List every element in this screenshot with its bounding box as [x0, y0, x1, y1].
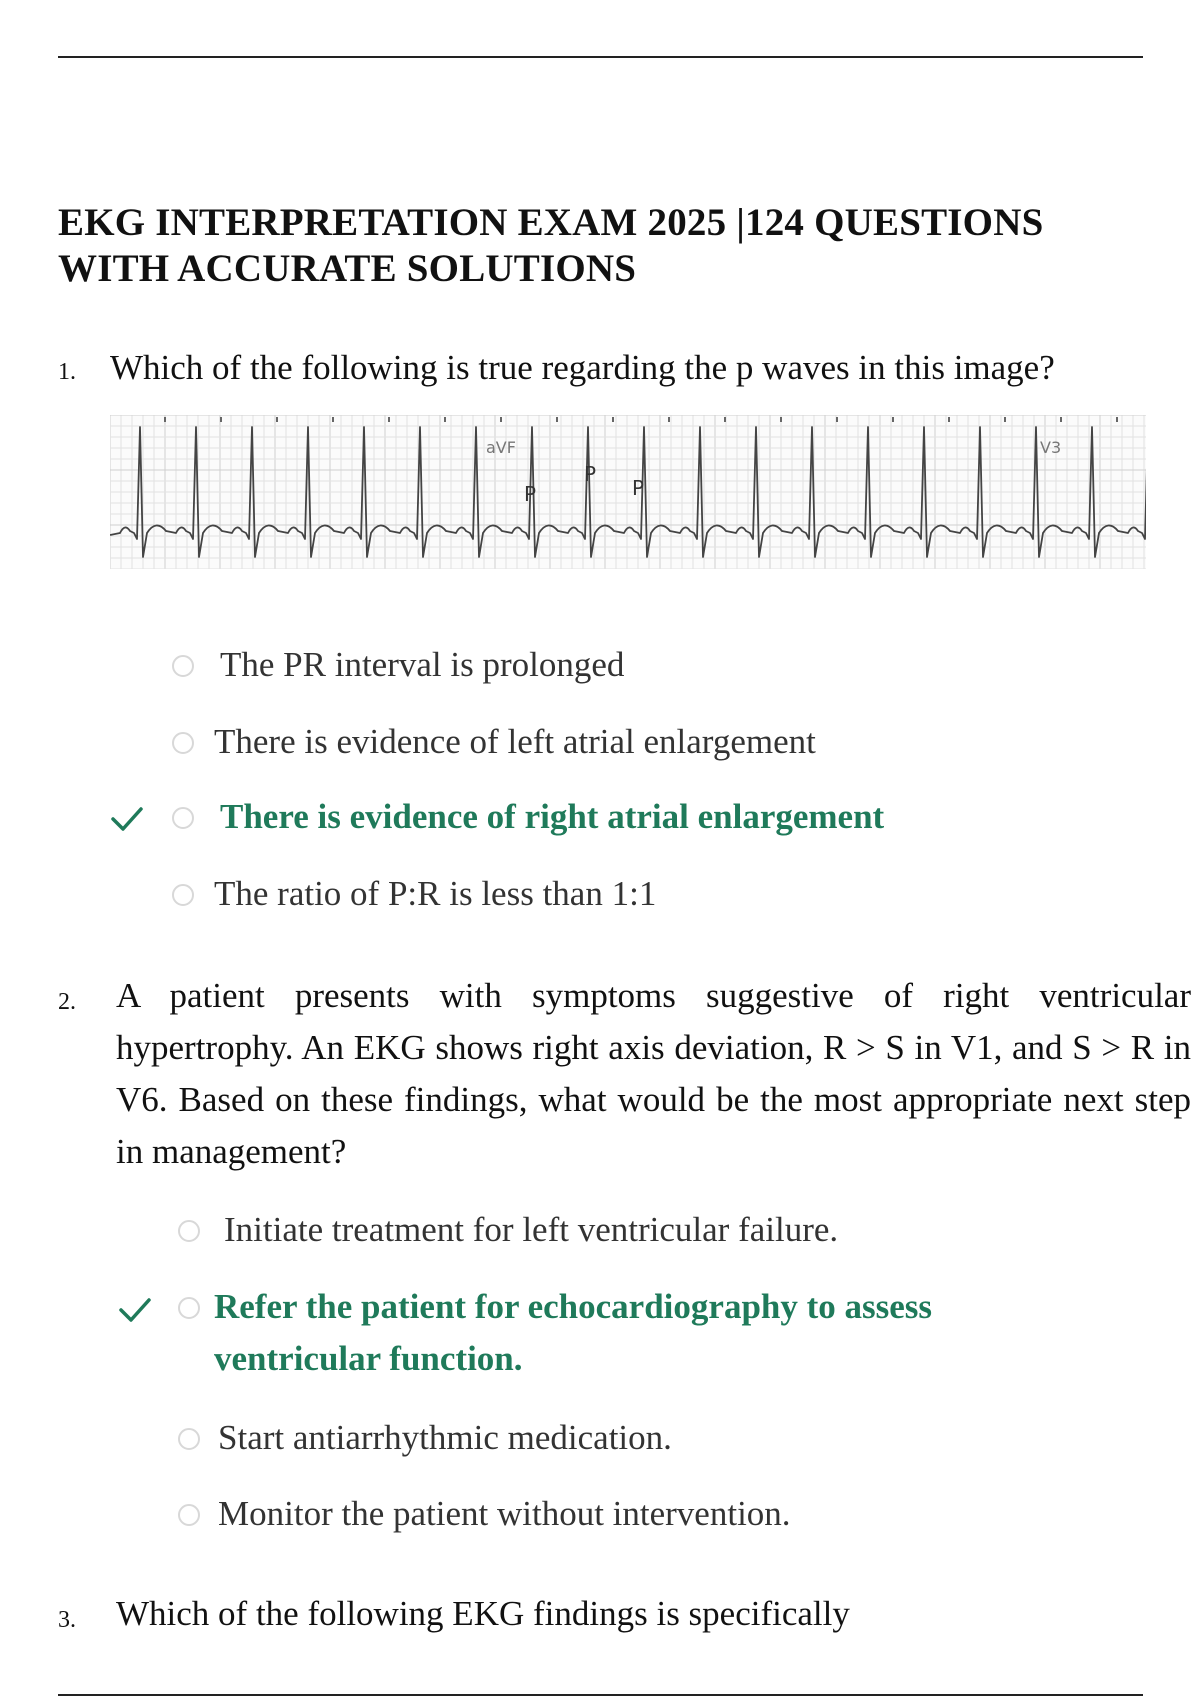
radio-circle-icon[interactable] — [178, 1504, 200, 1526]
question-text: A patient presents with symptoms suggestive of right ventricular hypertrophy. An EKG shows right axis deviation, R > S in V1, and S > R in V6. Based on these findings, what would be the most appropriate next step in management? — [116, 976, 1191, 1171]
check-icon — [118, 1295, 152, 1325]
option-label: The PR interval is prolonged — [220, 645, 625, 684]
title-line-1: EKG INTERPRETATION EXAM 2025 |124 QUESTIONS — [58, 201, 1044, 244]
title-line-2: WITH ACCURATE SOLUTIONS — [58, 247, 637, 290]
p-wave-label-1: P — [524, 482, 537, 506]
radio-circle-icon[interactable] — [172, 807, 194, 829]
lead-label-avf: aVF — [486, 438, 516, 457]
option-label: There is evidence of right atrial enlargement — [220, 797, 885, 836]
ekg-grid — [110, 415, 1146, 569]
ekg-strip-image — [110, 415, 1146, 569]
option-label: The ratio of P:R is less than 1:1 — [214, 874, 657, 913]
question-number: 3. — [58, 1607, 76, 1633]
question-number: 1. — [58, 359, 76, 385]
check-icon — [110, 804, 144, 834]
radio-circle-icon[interactable] — [172, 655, 194, 677]
option-label: Initiate treatment for left ventricular failure. — [224, 1210, 839, 1249]
option-label-line-2: ventricular function. — [214, 1339, 523, 1378]
radio-circle-icon[interactable] — [172, 884, 194, 906]
header-rule — [58, 56, 1143, 58]
radio-circle-icon[interactable] — [178, 1220, 200, 1242]
p-wave-label-2: P — [584, 462, 597, 486]
p-wave-label-3: P — [632, 476, 645, 500]
radio-circle-icon[interactable] — [178, 1297, 200, 1319]
question-text: Which of the following is true regarding the p waves in this image? — [110, 348, 1055, 387]
option-label: There is evidence of left atrial enlargement — [214, 722, 816, 761]
question-text: Which of the following EKG findings is specifically — [116, 1594, 850, 1633]
option-label-line-1: Refer the patient for echocardiography to assess — [214, 1287, 933, 1326]
document-title — [58, 200, 1148, 292]
option-label: Start antiarrhythmic medication. — [218, 1418, 672, 1457]
option-label: Monitor the patient without intervention. — [218, 1494, 791, 1533]
lead-label-v3: V3 — [1040, 438, 1062, 457]
question-number: 2. — [58, 989, 76, 1015]
radio-circle-icon[interactable] — [178, 1428, 200, 1450]
footer-rule — [58, 1694, 1143, 1696]
radio-circle-icon[interactable] — [172, 732, 194, 754]
